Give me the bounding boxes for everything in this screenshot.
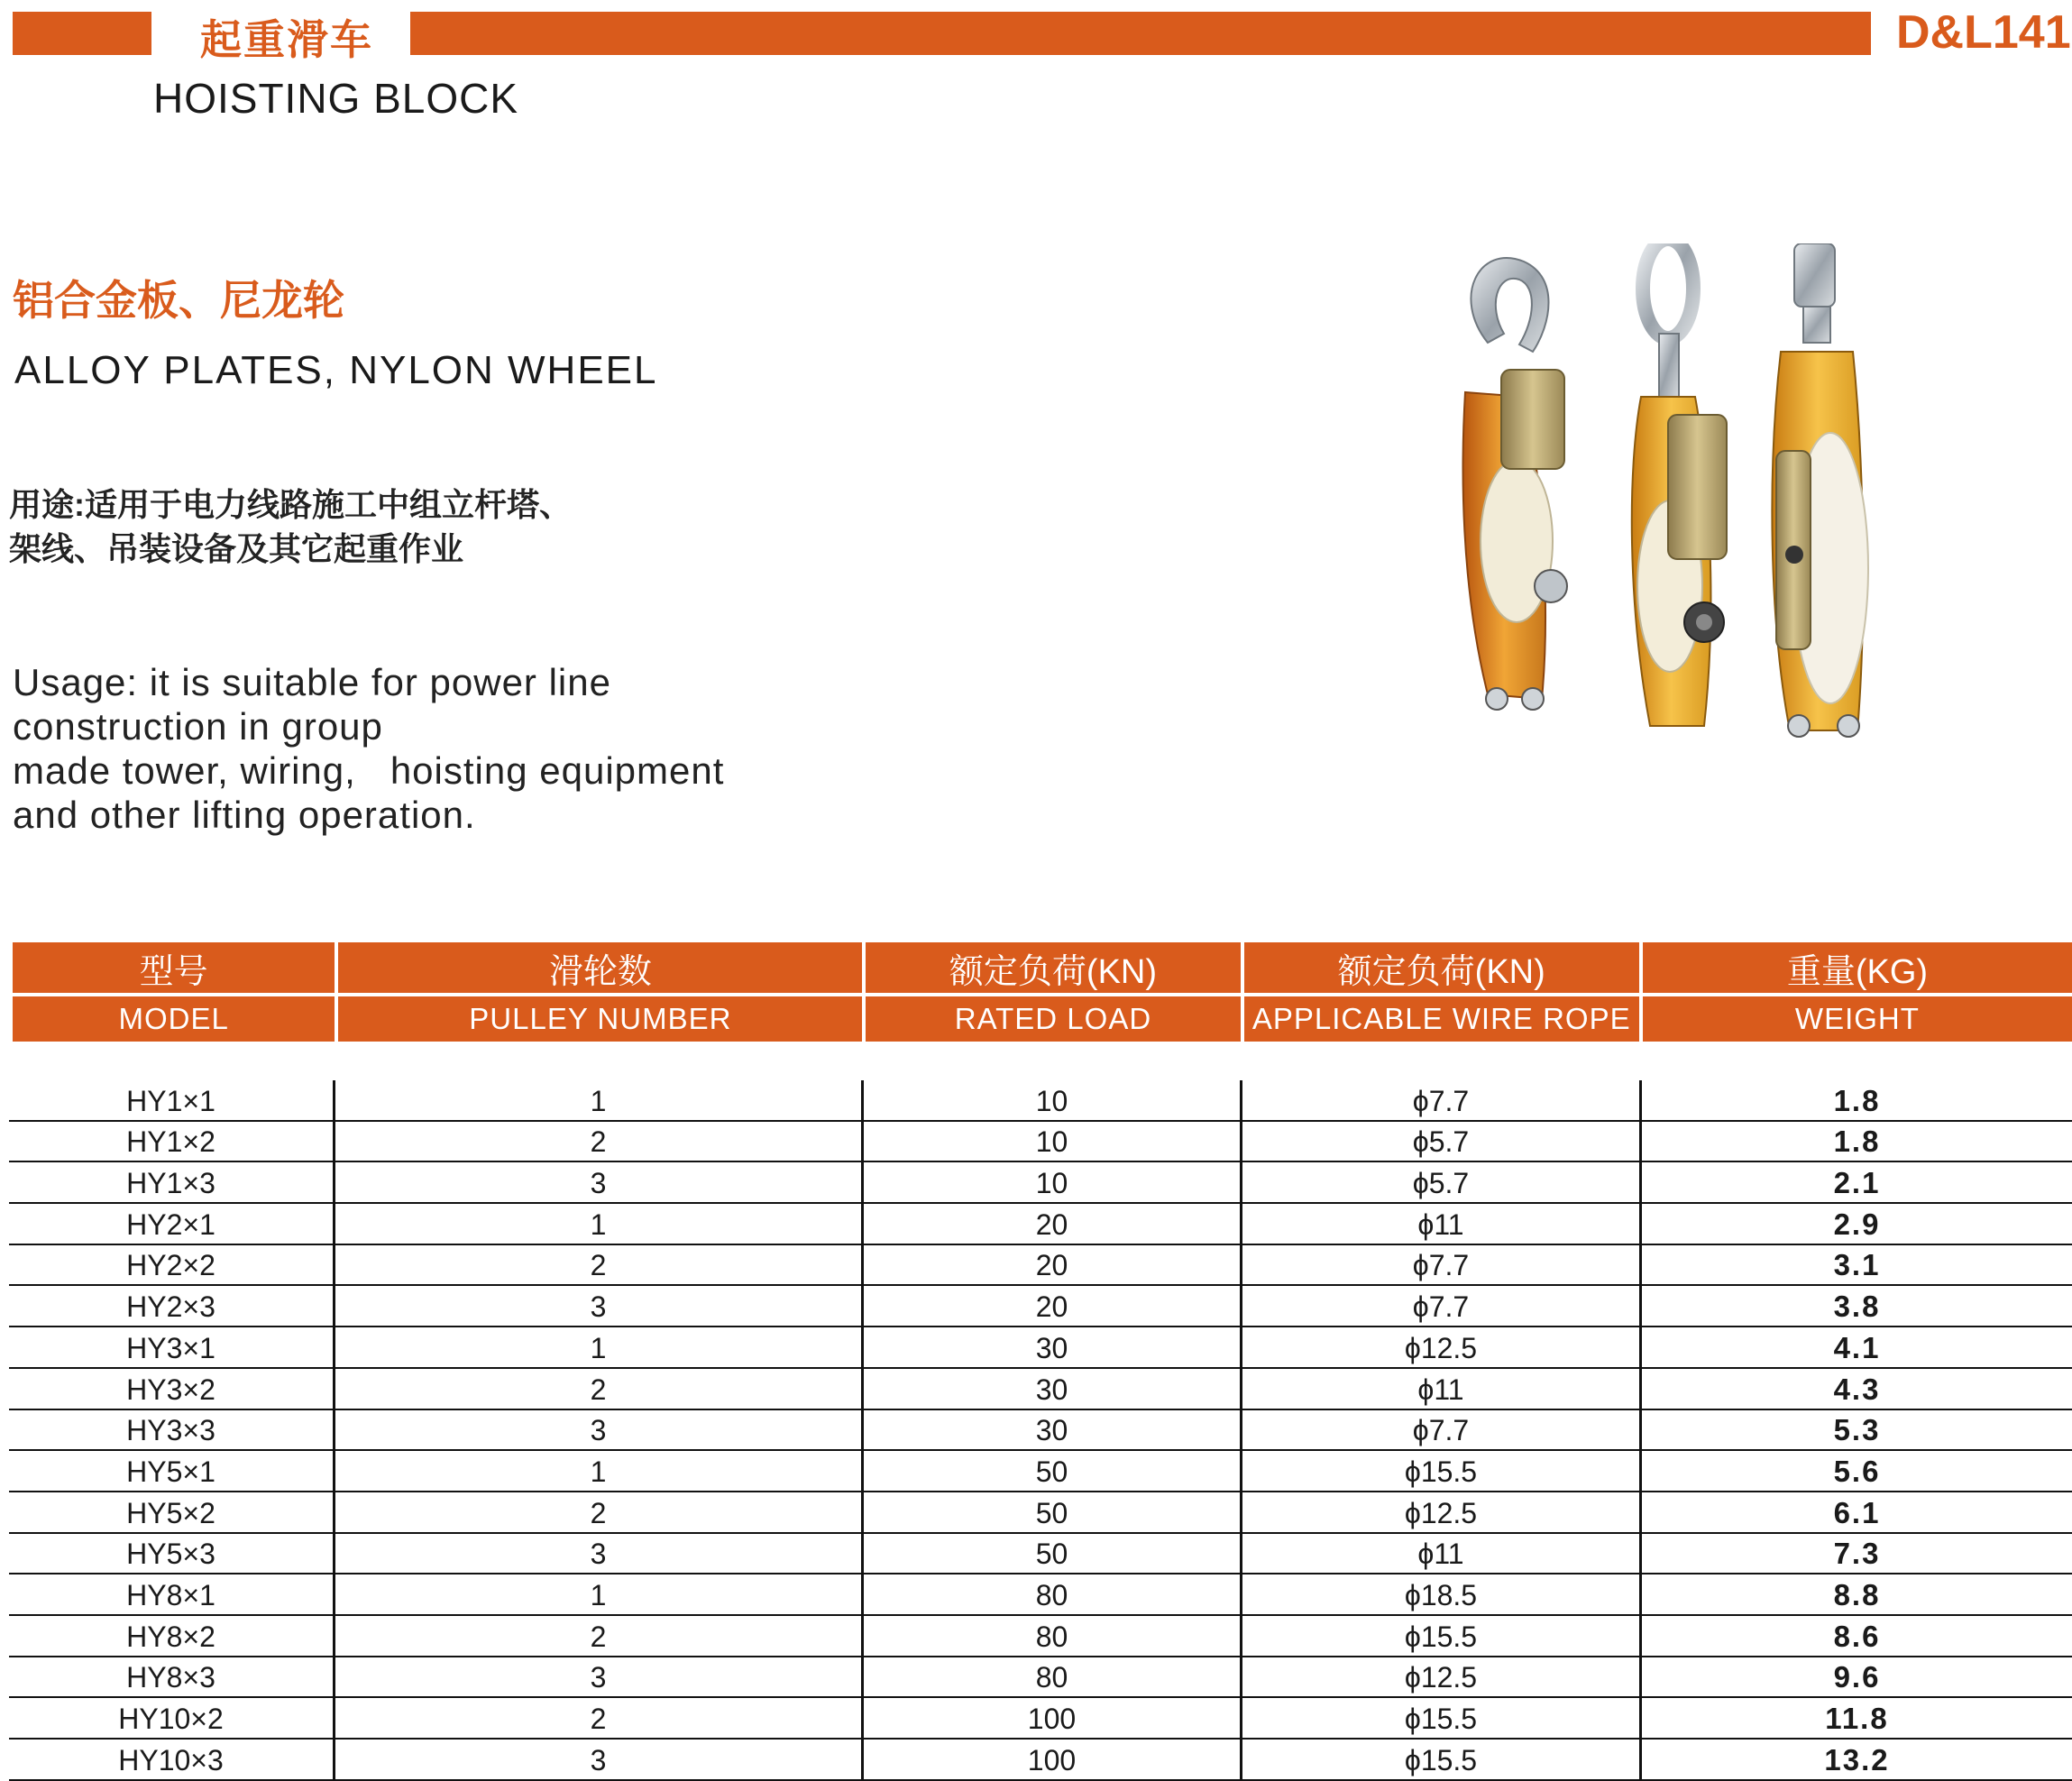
pulley-cell: 1 — [335, 1574, 864, 1614]
model-cell: HY1×3 — [9, 1162, 335, 1202]
load-cell: 20 — [864, 1245, 1242, 1285]
rope-cell: ϕ5.7 — [1242, 1122, 1642, 1161]
weight-cell: 1.8 — [1833, 1083, 1881, 1117]
load-cell: 80 — [864, 1657, 1242, 1697]
rope-cell: ϕ7.7 — [1242, 1245, 1642, 1285]
table-row — [9, 1492, 2072, 1534]
weight-cell: 2.1 — [1833, 1166, 1881, 1200]
rope-cell: ϕ18.5 — [1242, 1574, 1642, 1614]
model-cell: HY5×2 — [9, 1492, 335, 1532]
spec-table-header — [13, 942, 2072, 1042]
feature-title-en: ALLOY PLATES, NYLON WHEEL — [14, 348, 658, 392]
pulley-cell: 2 — [335, 1245, 864, 1285]
weight-cell: 13.2 — [1824, 1742, 1890, 1776]
pulley-cell: 2 — [335, 1616, 864, 1656]
load-cell: 20 — [864, 1204, 1242, 1244]
header-pulley-cn: 滑轮数 — [338, 942, 866, 993]
header-pulley-en: PULLEY NUMBER — [338, 996, 866, 1042]
header-weight-cn: 重量(KG) — [1786, 952, 1929, 991]
weight-cell: 1.8 — [1833, 1125, 1881, 1159]
pulley-cell: 3 — [335, 1286, 864, 1326]
load-cell: 30 — [864, 1327, 1242, 1367]
table-row — [9, 1574, 2072, 1616]
page-title-cn: 起重滑车 — [200, 16, 373, 63]
table-row — [9, 1204, 2072, 1245]
pulley-cell: 2 — [335, 1492, 864, 1532]
product-code: D&L141 — [1896, 6, 2071, 59]
rope-cell: ϕ15.5 — [1242, 1740, 1642, 1779]
pulley-cell: 1 — [335, 1204, 864, 1244]
model-cell: HY3×1 — [9, 1327, 335, 1367]
rope-cell: ϕ11 — [1242, 1204, 1642, 1244]
table-row — [9, 1657, 2072, 1699]
load-cell: 80 — [864, 1616, 1242, 1656]
table-row — [9, 1534, 2072, 1575]
weight-cell: 4.1 — [1833, 1330, 1881, 1364]
usage-en-line: and other lifting operation. — [13, 794, 476, 836]
usage-en-line: Usage: it is suitable for power line — [13, 661, 611, 703]
model-cell: HY2×3 — [9, 1286, 335, 1326]
usage-text-en — [13, 660, 724, 837]
weight-cell: 4.3 — [1833, 1372, 1881, 1406]
table-row — [9, 1451, 2072, 1492]
header-row-en — [13, 996, 2072, 1042]
pulley-cell: 3 — [335, 1740, 864, 1779]
header-rope-cn: 额定负荷(KN) — [1244, 942, 1643, 993]
load-cell: 80 — [864, 1574, 1242, 1614]
model-cell: HY3×3 — [9, 1410, 335, 1450]
model-cell: HY8×2 — [9, 1616, 335, 1656]
rope-cell: ϕ11 — [1242, 1369, 1642, 1409]
table-row — [9, 1327, 2072, 1369]
load-cell: 100 — [864, 1698, 1242, 1738]
rope-cell: ϕ12.5 — [1242, 1492, 1642, 1532]
pulley-cell: 3 — [335, 1657, 864, 1697]
table-row — [9, 1698, 2072, 1740]
header-load-en: RATED LOAD — [866, 996, 1243, 1042]
header-rope-en: APPLICABLE WIRE ROPE — [1244, 996, 1643, 1042]
table-row — [9, 1162, 2072, 1204]
usage-en-line: made tower, wiring, hoisting equipment — [13, 749, 725, 792]
weight-cell: 5.6 — [1833, 1454, 1881, 1488]
model-cell: HY5×3 — [9, 1534, 335, 1574]
weight-cell: 8.6 — [1833, 1619, 1881, 1653]
header-bar-left — [13, 12, 151, 55]
pulley-cell: 1 — [335, 1327, 864, 1367]
usage-cn-line: 用途:适用于电力线路施工中组立杆塔、 — [9, 486, 572, 523]
rope-cell: ϕ15.5 — [1242, 1616, 1642, 1656]
load-cell: 30 — [864, 1369, 1242, 1409]
header-model-cn: 型号 — [13, 942, 338, 993]
eye-block-icon — [1632, 243, 1727, 726]
weight-cell: 11.8 — [1825, 1702, 1889, 1735]
load-cell: 50 — [864, 1492, 1242, 1532]
pulley-cell: 3 — [335, 1162, 864, 1202]
header-weight-en: WEIGHT — [1794, 1002, 1920, 1035]
header-model-en: MODEL — [13, 996, 338, 1042]
pulley-cell: 2 — [335, 1369, 864, 1409]
table-row — [9, 1369, 2072, 1410]
table-row — [9, 1245, 2072, 1287]
model-cell: HY10×2 — [9, 1698, 335, 1738]
model-cell: HY10×3 — [9, 1740, 335, 1779]
rope-cell: ϕ12.5 — [1242, 1327, 1642, 1367]
header-load-cn: 额定负荷(KN) — [866, 942, 1243, 993]
rope-cell: ϕ15.5 — [1242, 1451, 1642, 1491]
rope-cell: ϕ15.5 — [1242, 1698, 1642, 1738]
table-row — [9, 1080, 2072, 1122]
load-cell: 10 — [864, 1080, 1242, 1120]
rope-cell: ϕ11 — [1242, 1534, 1642, 1574]
load-cell: 10 — [864, 1122, 1242, 1161]
header-row-cn — [13, 942, 2072, 993]
spec-table-body — [9, 1080, 2072, 1781]
hoisting-block-photo — [1434, 243, 1975, 748]
table-row — [9, 1740, 2072, 1781]
feature-title-cn: 铝合金板、尼龙轮 — [13, 277, 344, 324]
weight-cell: 3.1 — [1833, 1248, 1881, 1282]
weight-cell: 6.1 — [1833, 1495, 1881, 1529]
pulley-cell: 2 — [335, 1122, 864, 1161]
model-cell: HY2×2 — [9, 1245, 335, 1285]
load-cell: 50 — [864, 1534, 1242, 1574]
table-row — [9, 1616, 2072, 1657]
model-cell: HY1×1 — [9, 1080, 335, 1120]
weight-cell: 2.9 — [1833, 1207, 1881, 1241]
pulley-cell: 1 — [335, 1451, 864, 1491]
weight-cell: 9.6 — [1833, 1660, 1881, 1694]
table-row — [9, 1410, 2072, 1452]
header-bar-right — [410, 12, 1871, 55]
usage-text-cn — [9, 482, 572, 571]
rope-cell: ϕ7.7 — [1242, 1410, 1642, 1450]
model-cell: HY1×2 — [9, 1122, 335, 1161]
hook-block-icon — [1463, 258, 1567, 710]
rope-cell: ϕ5.7 — [1242, 1162, 1642, 1202]
pulley-cell: 3 — [335, 1534, 864, 1574]
rope-cell: ϕ7.7 — [1242, 1080, 1642, 1120]
load-cell: 20 — [864, 1286, 1242, 1326]
table-row — [9, 1286, 2072, 1327]
pulley-cell: 2 — [335, 1698, 864, 1738]
rope-cell: ϕ12.5 — [1242, 1657, 1642, 1697]
model-cell: HY8×1 — [9, 1574, 335, 1614]
weight-cell: 8.8 — [1833, 1577, 1881, 1611]
load-cell: 10 — [864, 1162, 1242, 1202]
model-cell: HY8×3 — [9, 1657, 335, 1697]
model-cell: HY2×1 — [9, 1204, 335, 1244]
rope-cell: ϕ7.7 — [1242, 1286, 1642, 1326]
load-cell: 100 — [864, 1740, 1242, 1779]
load-cell: 50 — [864, 1451, 1242, 1491]
weight-cell: 3.8 — [1833, 1290, 1881, 1324]
table-row — [9, 1122, 2072, 1163]
weight-cell: 7.3 — [1833, 1537, 1881, 1571]
load-cell: 30 — [864, 1410, 1242, 1450]
page-title-en: HOISTING BLOCK — [153, 75, 519, 122]
pulley-cell: 1 — [335, 1080, 864, 1120]
clevis-block-icon — [1772, 243, 1868, 737]
pulley-cell: 3 — [335, 1410, 864, 1450]
weight-cell: 5.3 — [1833, 1413, 1881, 1447]
model-cell: HY3×2 — [9, 1369, 335, 1409]
usage-cn-line: 架线、吊装设备及其它起重作业 — [9, 530, 464, 567]
usage-en-line: construction in group — [13, 705, 383, 748]
model-cell: HY5×1 — [9, 1451, 335, 1491]
